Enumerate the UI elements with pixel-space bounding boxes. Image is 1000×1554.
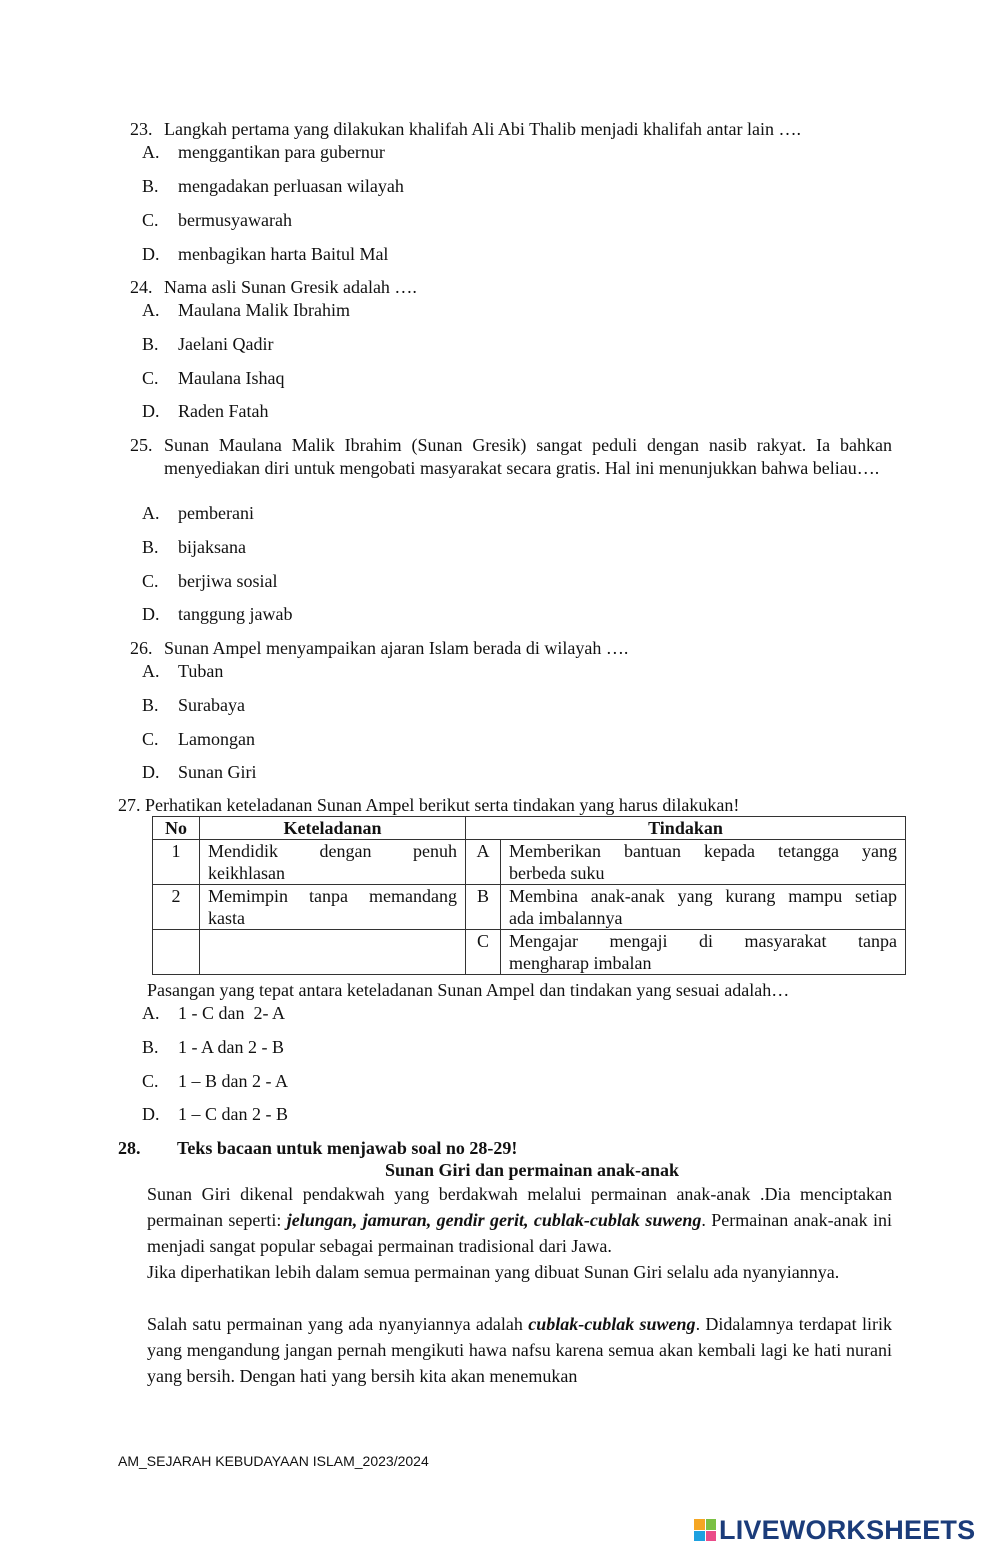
logo-square	[706, 1519, 717, 1530]
option-26-d[interactable]	[142, 761, 257, 784]
table-row	[153, 930, 906, 975]
keteladanan-table	[152, 816, 906, 975]
option-letter: B.	[142, 695, 159, 715]
table-row	[153, 840, 906, 885]
question-24	[130, 276, 892, 299]
option-26-b[interactable]	[142, 694, 245, 717]
option-text: 1 – B dan 2 - A	[178, 1071, 288, 1091]
option-24-a[interactable]	[142, 299, 350, 322]
logo-square	[706, 1531, 717, 1542]
option-letter: A.	[142, 503, 160, 523]
option-25-b[interactable]	[142, 536, 246, 559]
option-letter: C.	[142, 571, 159, 591]
paragraph-text: . Permainan anak-anak ini menjadi sangat popular sebagai permainan tradisional dari Jawa.	[147, 1210, 892, 1256]
option-27-b[interactable]	[142, 1036, 284, 1059]
option-letter: B.	[142, 537, 159, 557]
table-row	[153, 885, 906, 930]
passage-title: Sunan Giri dan permainan anak-anak	[384, 1160, 680, 1180]
cell-key: A	[466, 840, 501, 885]
cell-tindakan	[501, 930, 906, 975]
brand-name: LIVEWORKSHEETS	[719, 1514, 976, 1545]
option-text: 1 - A dan 2 - B	[178, 1037, 284, 1057]
paragraph-text: . Didalamnya terdapat lirik yang mengandung jangan pernah mengikuti hawa nafsu karena semua akan kembali lagi ke hati nurani yang bersih. Dengan hati yang bersih kita akan menemukan	[147, 1314, 892, 1386]
cell-no: 1	[153, 840, 200, 885]
question-27-stem: Pasangan yang tepat antara keteladanan Sunan Ampel dan tindakan yang sesuai adalah…	[147, 980, 790, 1000]
option-letter: D.	[142, 1104, 160, 1124]
option-text: Surabaya	[178, 695, 245, 715]
cell-key: B	[466, 885, 501, 930]
option-25-c[interactable]	[142, 570, 277, 593]
option-text: 1 - C dan 2- A	[178, 1003, 285, 1023]
cell-key: C	[466, 930, 501, 975]
game-name: cublak-cublak suweng	[528, 1314, 696, 1334]
option-23-c[interactable]	[142, 209, 292, 232]
question-number: 28.	[118, 1138, 141, 1158]
question-25	[130, 434, 892, 480]
cell-keteladanan	[200, 930, 466, 975]
option-letter: C.	[142, 210, 159, 230]
option-text: 1 – C dan 2 - B	[178, 1104, 288, 1124]
option-text: tanggung jawab	[178, 604, 293, 624]
passage-paragraph-3	[147, 1311, 892, 1389]
option-text: Lamongan	[178, 729, 255, 749]
option-letter: C.	[142, 368, 159, 388]
paragraph-text: Sunan Giri dikenal pendakwah yang berdakwah melalui permainan anak-anak .Dia menciptakan permainan seperti:	[147, 1184, 892, 1230]
cell-tindakan-line2: berbeda suku	[509, 863, 605, 883]
option-text: berjiwa sosial	[178, 571, 278, 591]
option-letter: D.	[142, 244, 160, 264]
question-text: Langkah pertama yang dilakukan khalifah Ali Abi Thalib menjadi khalifah antar lain ….	[164, 119, 801, 139]
paragraph-text: Salah satu permainan yang ada nyanyiannya adalah	[147, 1314, 529, 1334]
cell-tindakan	[501, 840, 906, 885]
header-no: No	[153, 817, 200, 840]
question-23	[130, 118, 892, 141]
cell-tindakan-line1: Mengajar mengaji di masyarakat tanpa	[509, 931, 897, 951]
cell-no: 2	[153, 885, 200, 930]
option-letter: A.	[142, 661, 160, 681]
cell-keteladanan-line1: Mendidik dengan penuh	[208, 841, 457, 861]
option-text: Tuban	[178, 661, 224, 681]
option-text: bijaksana	[178, 537, 246, 557]
option-25-a[interactable]	[142, 502, 254, 525]
question-text: Nama asli Sunan Gresik adalah ….	[164, 277, 417, 297]
option-25-d[interactable]	[142, 603, 292, 626]
option-letter: A.	[142, 300, 160, 320]
option-letter: C.	[142, 1071, 159, 1091]
option-text: Maulana Malik Ibrahim	[178, 300, 350, 320]
header-keteladanan: Keteladanan	[200, 817, 466, 840]
option-27-d[interactable]	[142, 1103, 288, 1126]
option-text: Jaelani Qadir	[178, 334, 274, 354]
question-number: 26.	[130, 638, 153, 658]
option-text: Maulana Ishaq	[178, 368, 285, 388]
games-list: jelungan, jamuran, gendir gerit, cublak-cublak suweng	[286, 1210, 702, 1230]
question-number: 25.	[130, 435, 153, 455]
option-24-b[interactable]	[142, 333, 273, 356]
table-header-row	[153, 817, 906, 840]
option-letter: D.	[142, 604, 160, 624]
passage-paragraph-1	[147, 1181, 892, 1259]
option-text: Sunan Giri	[178, 762, 257, 782]
liveworksheets-brand[interactable]	[694, 1510, 975, 1550]
cell-tindakan-line1: Memberikan bantuan kepada tetangga yang	[509, 841, 897, 861]
question-text: Sunan Maulana Malik Ibrahim (Sunan Gresik) sangat peduli dengan nasib rakyat. Ia bahkan menyediakan diri untuk mengobati masyarakat secara gratis. Hal ini menunjukkan bahwa beliau….	[164, 435, 892, 478]
option-letter: A.	[142, 1003, 160, 1023]
question-number: 24.	[130, 277, 153, 297]
option-24-c[interactable]	[142, 367, 284, 390]
option-27-c[interactable]	[142, 1070, 288, 1093]
option-26-a[interactable]	[142, 660, 223, 683]
question-26	[130, 637, 892, 660]
option-letter: B.	[142, 1037, 159, 1057]
option-27-a[interactable]	[142, 1002, 285, 1025]
cell-keteladanan-line1: Memimpin tanpa memandang	[208, 886, 457, 906]
cell-keteladanan-line2: kasta	[208, 908, 245, 928]
liveworksheets-logo-icon	[694, 1519, 716, 1541]
cell-no	[153, 930, 200, 975]
option-letter: B.	[142, 176, 159, 196]
cell-keteladanan	[200, 840, 466, 885]
cell-keteladanan	[200, 885, 466, 930]
option-text: bermusyawarah	[178, 210, 292, 230]
logo-square	[694, 1519, 705, 1530]
question-27-intro: 27. Perhatikan keteladanan Sunan Ampel berikut serta tindakan yang harus dilakukan!	[118, 795, 740, 815]
option-23-d[interactable]	[142, 243, 388, 266]
cell-tindakan-line2: ada imbalannya	[509, 908, 623, 928]
question-text: Sunan Ampel menyampaikan ajaran Islam berada di wilayah ….	[164, 638, 629, 658]
cell-tindakan-line2: mengharap imbalan	[509, 953, 652, 973]
option-23-a[interactable]	[142, 141, 385, 164]
option-23-b[interactable]	[142, 175, 404, 198]
option-text: mengadakan perluasan wilayah	[178, 176, 404, 196]
option-letter: B.	[142, 334, 159, 354]
reading-instruction: Teks bacaan untuk menjawab soal no 28-29!	[177, 1138, 518, 1158]
option-text: pemberani	[178, 503, 254, 523]
option-text: Raden Fatah	[178, 401, 269, 421]
option-letter: A.	[142, 142, 160, 162]
question-number: 23.	[130, 119, 153, 139]
passage-paragraph-2: Jika diperhatikan lebih dalam semua permainan yang dibuat Sunan Giri selalu ada nyanyiannya.	[147, 1262, 840, 1282]
cell-tindakan	[501, 885, 906, 930]
option-letter: C.	[142, 729, 159, 749]
option-letter: D.	[142, 762, 160, 782]
cell-keteladanan-line2: keikhlasan	[208, 863, 285, 883]
option-text: menggantikan para gubernur	[178, 142, 385, 162]
logo-square	[694, 1531, 705, 1542]
option-letter: D.	[142, 401, 160, 421]
page-footer: AM_SEJARAH KEBUDAYAAN ISLAM_2023/2024	[118, 1453, 429, 1469]
header-tindakan: Tindakan	[466, 817, 906, 840]
option-26-c[interactable]	[142, 728, 255, 751]
option-text: menbagikan harta Baitul Mal	[178, 244, 389, 264]
cell-tindakan-line1: Membina anak-anak yang kurang mampu setiap	[509, 886, 897, 906]
question-28-heading	[118, 1137, 518, 1160]
option-24-d[interactable]	[142, 400, 268, 423]
